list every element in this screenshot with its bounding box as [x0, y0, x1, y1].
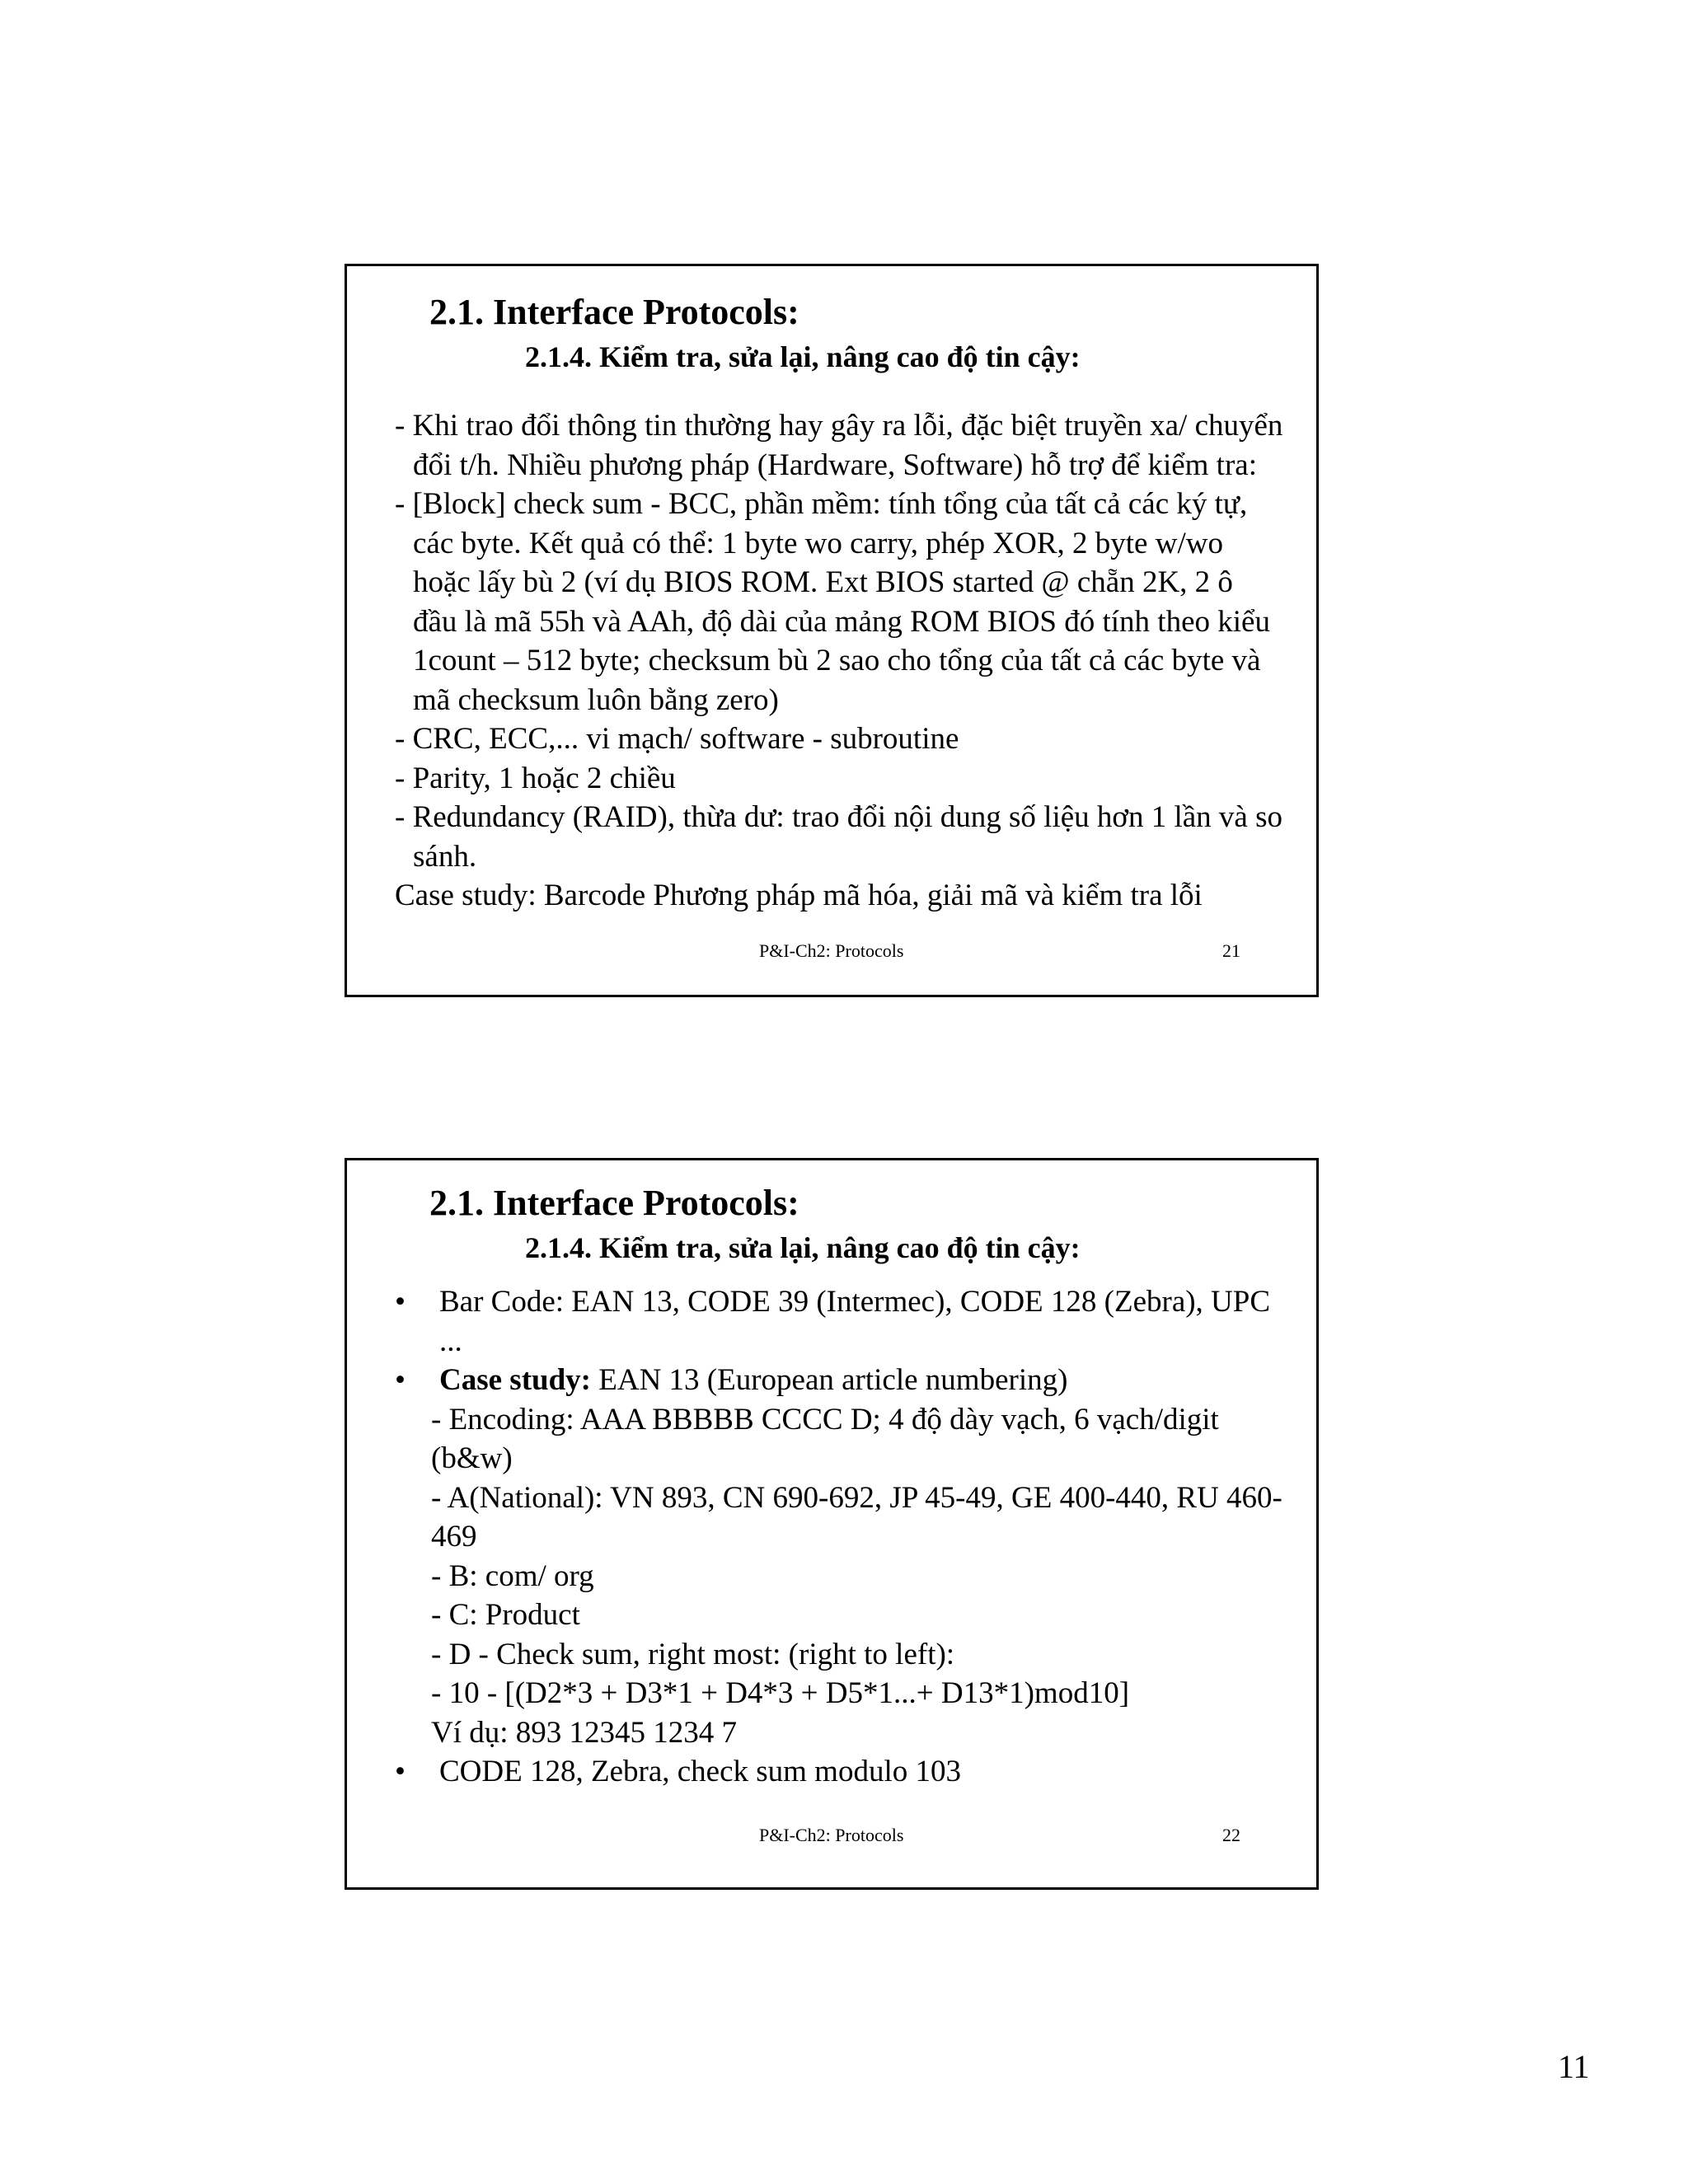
- paragraph: Case study: Barcode Phương pháp mã hóa, giải mã và kiểm tra lỗi: [395, 879, 1203, 912]
- bullet-icon: •: [395, 1755, 406, 1788]
- bullet-item: [395, 1361, 1283, 1400]
- bullet-icon: •: [395, 1285, 406, 1319]
- sub-line: Ví dụ: 893 12345 1234 7: [431, 1715, 738, 1750]
- slide-footer: P&I-Ch2: Protocols: [759, 1825, 904, 1845]
- bold-label: Case study:: [439, 1363, 591, 1397]
- slide-footer: P&I-Ch2: Protocols: [759, 940, 904, 961]
- slide-title: 2.1. Interface Protocols:: [429, 1183, 799, 1223]
- slide-21: [345, 264, 1319, 997]
- sub-line: - 10 - [(D2*3 + D3*1 + D4*3 + D5*1...+ D13*1)mod10]: [431, 1676, 1130, 1710]
- sub-line: - C: Product: [431, 1598, 580, 1632]
- bullet-text: Bar Code: EAN 13, CODE 39 (Intermec), CODE 128 (Zebra), UPC ...: [439, 1285, 1271, 1358]
- bullet-text-rest: EAN 13 (European article numbering): [591, 1363, 1068, 1397]
- sub-line: - D - Check sum, right most: (right to left):: [431, 1637, 955, 1671]
- bullet-item: [395, 1282, 1283, 1361]
- paragraph: - [Block] check sum - BCC, phần mềm: tính tổng của tất cả các ký tự, các byte. Kết quả có thể: 1 byte wo carry, phép XOR, 2 byte w/wo hoặc lấy bù 2 (ví dụ BIOS ROM. Ext BIOS started @ chẵn 2K, 2 ô đầu là mã 55h và AAh, độ dài của mảng ROM BIOS đó tính theo kiểu 1count – 512 byte; checksum bù 2 sao cho tổng của tất cả các byte và mã checksum luôn bằng zero): [395, 487, 1270, 717]
- slide-body: [395, 406, 1283, 916]
- slide-number: 22: [1222, 1825, 1240, 1845]
- bullet-text: [431, 1361, 1283, 1400]
- paragraph: - Khi trao đổi thông tin thường hay gây ra lỗi, đặc biệt truyền xa/ chuyển đổi t/h. Nhiều phương pháp (Hardware, Software) hỗ trợ để kiểm tra:: [395, 409, 1283, 482]
- slide-number: 21: [1222, 940, 1240, 961]
- sub-line: - A(National): VN 893, CN 690-692, JP 45-49, GE 400-440, RU 460-469: [431, 1480, 1282, 1554]
- slide-title: 2.1. Interface Protocols:: [429, 292, 799, 332]
- sub-line: - Encoding: AAA BBBBB CCCC D; 4 độ dày vạch, 6 vạch/digit (b&w): [431, 1402, 1219, 1475]
- paragraph: - Redundancy (RAID), thừa dư: trao đổi nội dung số liệu hơn 1 lần và so sánh.: [395, 800, 1282, 874]
- paragraph: - Parity, 1 hoặc 2 chiều: [395, 761, 676, 795]
- paragraph: - CRC, ECC,... vi mạch/ software - subroutine: [395, 722, 959, 756]
- slide-subtitle: 2.1.4. Kiểm tra, sửa lại, nâng cao độ tin cậy:: [525, 340, 1081, 373]
- slide-subtitle: 2.1.4. Kiểm tra, sửa lại, nâng cao độ tin cậy:: [525, 1231, 1081, 1264]
- bullet-text: CODE 128, Zebra, check sum modulo 103: [439, 1755, 961, 1788]
- sub-line: - B: com/ org: [431, 1558, 594, 1593]
- bullet-icon: •: [395, 1363, 406, 1397]
- slide-body: [395, 1282, 1283, 1792]
- page-number: 11: [1558, 2048, 1590, 2085]
- slide-22: [345, 1158, 1319, 1890]
- bullet-item: [395, 1752, 1283, 1792]
